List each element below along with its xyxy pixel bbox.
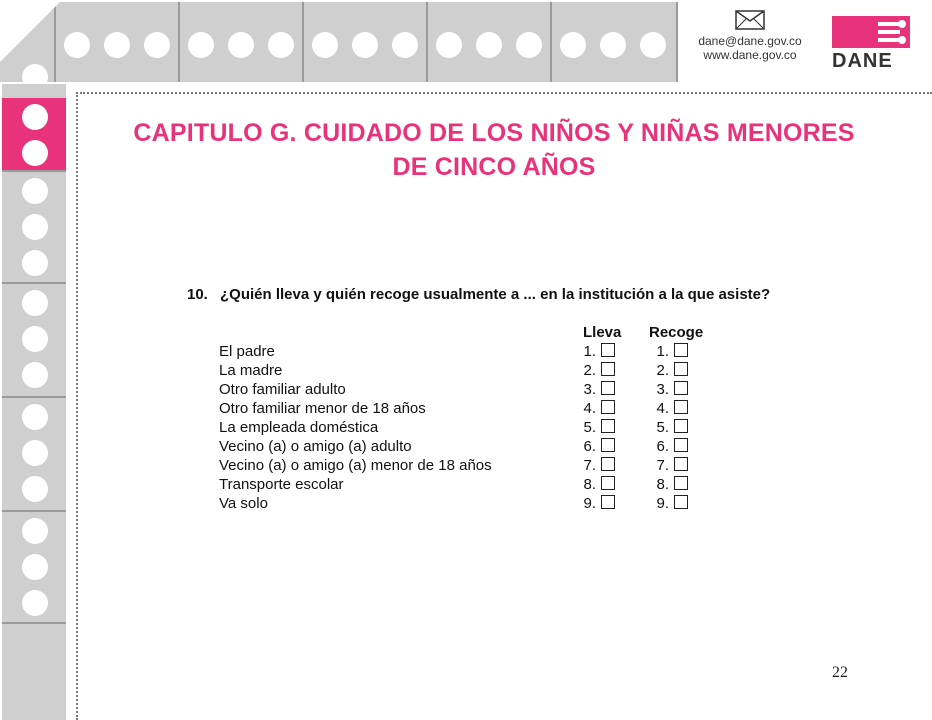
decorative-dot bbox=[22, 404, 48, 430]
envelope-icon bbox=[735, 10, 765, 30]
top-panel bbox=[180, 2, 304, 82]
title-line-2: DE CINCO AÑOS bbox=[392, 153, 596, 181]
decorative-dot bbox=[560, 32, 586, 58]
answer-code-number: 8. bbox=[656, 476, 669, 493]
decorative-dot bbox=[392, 32, 418, 58]
answer-code-number: 8. bbox=[583, 476, 596, 493]
decorative-dot bbox=[22, 104, 48, 130]
logo-text: DANE bbox=[832, 50, 893, 72]
checkbox-recoge[interactable] bbox=[674, 362, 688, 376]
question-text: ¿Quién lleva y quién recoge usualmente a ... en la institución a la que asiste? bbox=[220, 286, 771, 303]
decorative-dot bbox=[516, 32, 542, 58]
checkbox-lleva[interactable] bbox=[601, 495, 615, 509]
answer-code-number: 7. bbox=[583, 457, 596, 474]
decorative-dot bbox=[188, 32, 214, 58]
checkbox-lleva[interactable] bbox=[601, 476, 615, 490]
contact-info bbox=[680, 10, 820, 62]
answer-code-lleva bbox=[574, 380, 615, 399]
answer-code-number: 2. bbox=[656, 362, 669, 379]
checkbox-lleva[interactable] bbox=[601, 343, 615, 357]
answer-code-number: 4. bbox=[583, 400, 596, 417]
checkbox-lleva[interactable] bbox=[601, 362, 615, 376]
decorative-dot bbox=[312, 32, 338, 58]
dotted-divider-left bbox=[76, 92, 78, 720]
decorative-dot bbox=[144, 32, 170, 58]
left-panel-highlight bbox=[2, 98, 66, 172]
answer-code-number: 5. bbox=[656, 419, 669, 436]
decorative-dot bbox=[22, 250, 48, 276]
decorative-dot bbox=[22, 518, 48, 544]
checkbox-lleva[interactable] bbox=[601, 457, 615, 471]
decorative-dot bbox=[22, 290, 48, 316]
question-heading bbox=[187, 286, 770, 303]
answer-code-recoge bbox=[647, 475, 688, 494]
answer-code-number: 1. bbox=[656, 343, 669, 360]
checkbox-lleva[interactable] bbox=[601, 381, 615, 395]
decorative-dot bbox=[228, 32, 254, 58]
dotted-divider-top bbox=[80, 92, 932, 94]
decorative-dot bbox=[22, 326, 48, 352]
answer-code-number: 6. bbox=[583, 438, 596, 455]
decorative-dot bbox=[64, 32, 90, 58]
checkbox-recoge[interactable] bbox=[674, 495, 688, 509]
decorative-dot bbox=[600, 32, 626, 58]
answer-code-recoge bbox=[647, 418, 688, 437]
decorative-dot bbox=[22, 214, 48, 240]
answer-label: Otro familiar menor de 18 años bbox=[219, 400, 426, 417]
checkbox-recoge[interactable] bbox=[674, 381, 688, 395]
answer-code-lleva bbox=[574, 475, 615, 494]
column-header-lleva: Lleva bbox=[583, 324, 622, 341]
decorative-dot bbox=[640, 32, 666, 58]
answer-code-number: 3. bbox=[583, 381, 596, 398]
answer-code-recoge bbox=[647, 494, 688, 513]
checkbox-recoge[interactable] bbox=[674, 419, 688, 433]
contact-website[interactable]: www.dane.gov.co bbox=[703, 48, 797, 62]
answer-code-lleva bbox=[574, 399, 615, 418]
decorative-dot bbox=[22, 362, 48, 388]
checkbox-recoge[interactable] bbox=[674, 343, 688, 357]
answer-row bbox=[219, 456, 719, 475]
answer-code-number: 6. bbox=[656, 438, 669, 455]
answer-code-lleva bbox=[574, 342, 615, 361]
answer-label: Transporte escolar bbox=[219, 476, 344, 493]
dane-logo-mark-icon bbox=[828, 14, 914, 50]
checkbox-lleva[interactable] bbox=[601, 419, 615, 433]
checkbox-recoge[interactable] bbox=[674, 400, 688, 414]
answer-row bbox=[219, 361, 719, 380]
left-panel bbox=[2, 512, 66, 624]
checkbox-lleva[interactable] bbox=[601, 400, 615, 414]
answer-code-number: 9. bbox=[656, 495, 669, 512]
answer-label: La madre bbox=[219, 362, 283, 379]
top-panel bbox=[552, 2, 678, 82]
answer-row bbox=[219, 380, 719, 399]
answer-code-recoge bbox=[647, 437, 688, 456]
answer-code-recoge bbox=[647, 361, 688, 380]
decorative-dot bbox=[476, 32, 502, 58]
decorative-dot bbox=[104, 32, 130, 58]
answer-code-lleva bbox=[574, 418, 615, 437]
answer-code-lleva bbox=[574, 361, 615, 380]
question-number: 10. bbox=[187, 286, 208, 303]
top-panel bbox=[304, 2, 428, 82]
page-title bbox=[90, 116, 898, 184]
contact-email[interactable]: dane@dane.gov.co bbox=[698, 34, 802, 48]
decorative-dot bbox=[22, 140, 48, 166]
decorative-dot bbox=[22, 554, 48, 580]
answer-label: La empleada doméstica bbox=[219, 419, 379, 436]
corner-notch bbox=[0, 0, 62, 62]
answer-row bbox=[219, 342, 719, 361]
title-line-1: CAPITULO G. CUIDADO DE LOS NIÑOS Y NIÑAS MENORES bbox=[133, 119, 855, 147]
decorative-dot bbox=[22, 590, 48, 616]
left-panel bbox=[2, 284, 66, 398]
answer-code-recoge bbox=[647, 399, 688, 418]
checkbox-recoge[interactable] bbox=[674, 438, 688, 452]
answer-code-number: 2. bbox=[583, 362, 596, 379]
left-panel bbox=[2, 624, 66, 720]
decorative-dot bbox=[22, 476, 48, 502]
answer-code-lleva bbox=[574, 494, 615, 513]
column-header-recoge: Recoge bbox=[649, 324, 704, 341]
decorative-dot bbox=[268, 32, 294, 58]
answer-code-recoge bbox=[647, 342, 688, 361]
answer-label: Vecino (a) o amigo (a) adulto bbox=[219, 438, 412, 455]
decorative-dot bbox=[352, 32, 378, 58]
answer-row bbox=[219, 437, 719, 456]
answer-code-number: 3. bbox=[656, 381, 669, 398]
top-panel bbox=[56, 2, 180, 82]
checkbox-lleva[interactable] bbox=[601, 438, 615, 452]
top-panel bbox=[428, 2, 552, 82]
answer-code-lleva bbox=[574, 437, 615, 456]
answer-row bbox=[219, 475, 719, 494]
answer-label: El padre bbox=[219, 343, 275, 360]
answer-code-number: 1. bbox=[583, 343, 596, 360]
answer-row bbox=[219, 399, 719, 418]
answer-label: Vecino (a) o amigo (a) menor de 18 años bbox=[219, 457, 492, 474]
answer-code-recoge bbox=[647, 380, 688, 399]
answer-options bbox=[219, 342, 719, 513]
answer-row bbox=[219, 494, 719, 513]
decorative-dot bbox=[436, 32, 462, 58]
answer-code-number: 4. bbox=[656, 400, 669, 417]
page-number: 22 bbox=[832, 664, 848, 681]
answer-row bbox=[219, 418, 719, 437]
answer-label: Otro familiar adulto bbox=[219, 381, 346, 398]
checkbox-recoge[interactable] bbox=[674, 476, 688, 490]
left-panel bbox=[2, 172, 66, 284]
dane-logo bbox=[828, 14, 914, 74]
answer-label: Va solo bbox=[219, 495, 268, 512]
answer-code-number: 5. bbox=[583, 419, 596, 436]
decorative-dot bbox=[22, 178, 48, 204]
decorative-dot bbox=[22, 440, 48, 466]
answer-code-recoge bbox=[647, 456, 688, 475]
left-decorative-bar bbox=[2, 84, 66, 720]
left-panel bbox=[2, 398, 66, 512]
answer-code-lleva bbox=[574, 456, 615, 475]
checkbox-recoge[interactable] bbox=[674, 457, 688, 471]
answer-code-number: 7. bbox=[656, 457, 669, 474]
answer-code-number: 9. bbox=[583, 495, 596, 512]
